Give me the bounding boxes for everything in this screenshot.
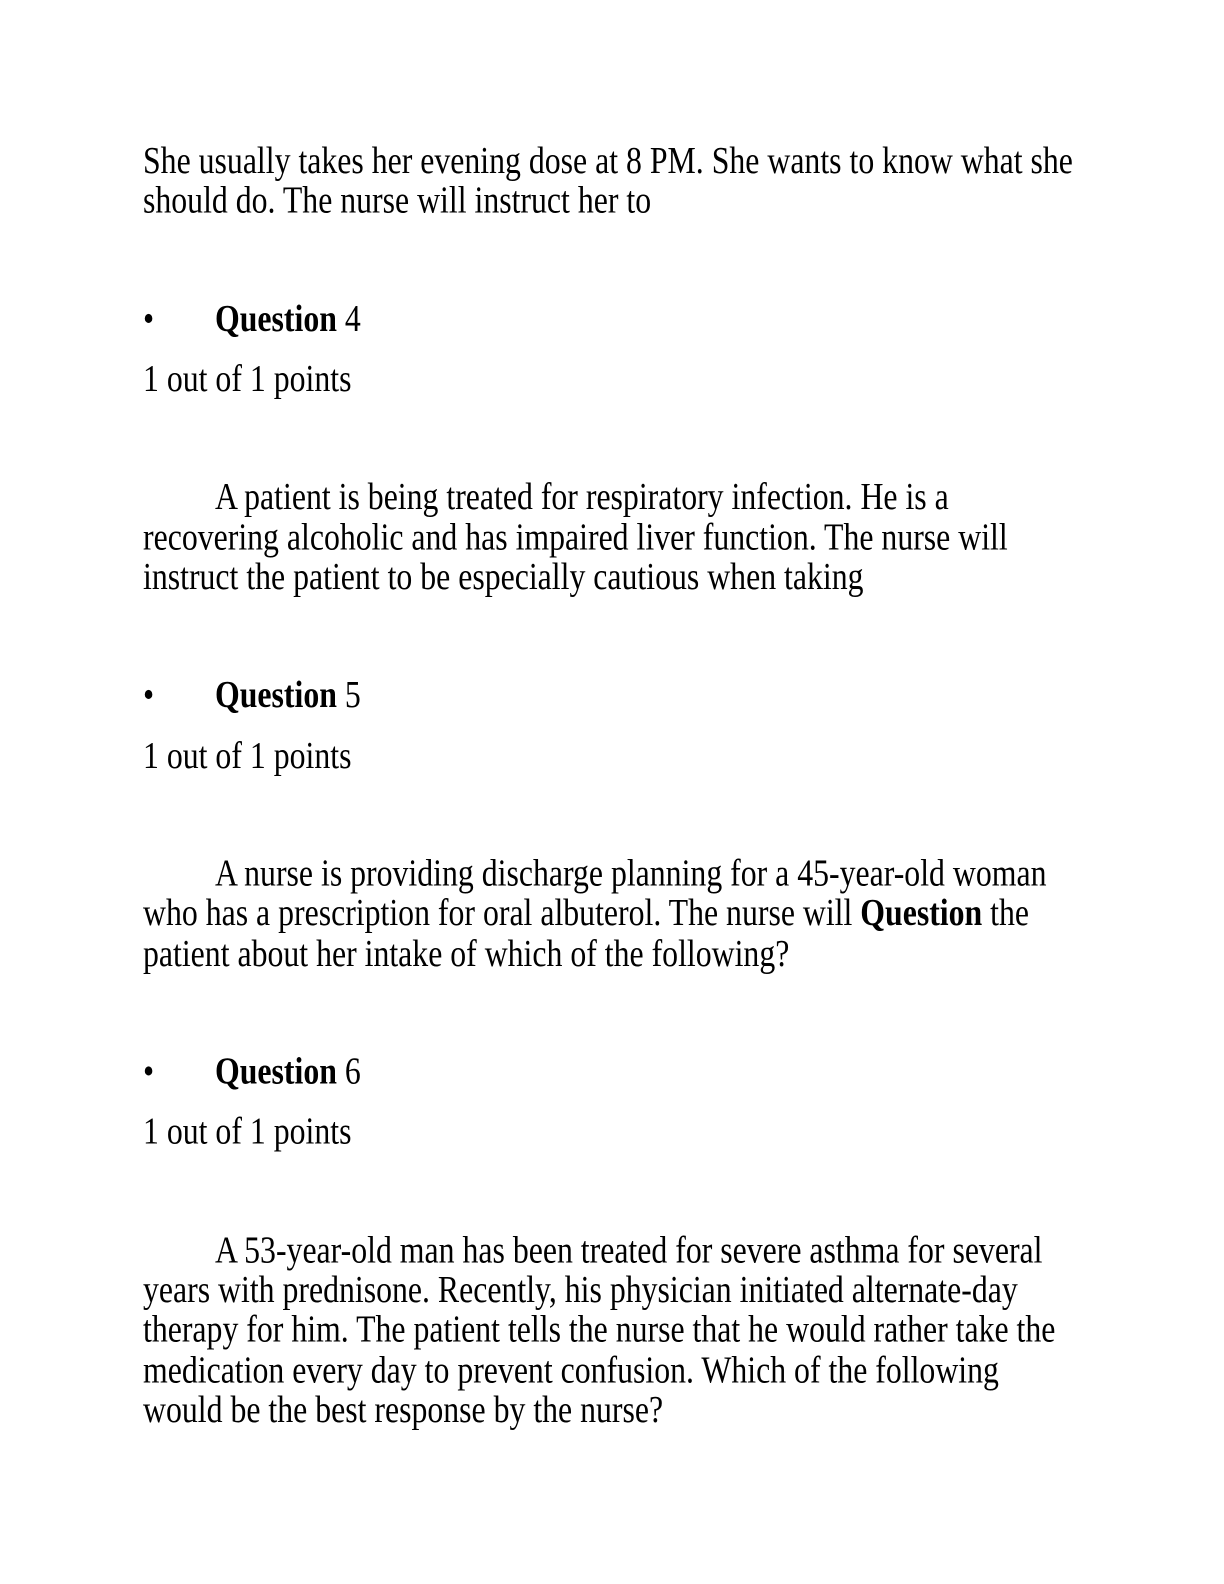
question-6-header xyxy=(143,1051,1077,1091)
question-5-body-text-2: the patient about her intake of which of the following? xyxy=(143,891,1030,974)
bullet-icon: • xyxy=(143,1049,155,1092)
question-6-label: Question xyxy=(215,1049,337,1092)
question-4-header xyxy=(143,298,1077,338)
question-5-label: Question xyxy=(215,673,337,716)
question-6-number: 6 xyxy=(344,1049,361,1092)
question-4-points: 1 out of 1 points xyxy=(143,357,352,400)
question-4-label: Question xyxy=(215,297,337,340)
question-5-header xyxy=(143,675,1077,715)
question-4-body xyxy=(143,477,1077,597)
question-6-body xyxy=(143,1230,1077,1430)
question-5-body-text-1: A nurse is providing discharge planning for a 45-year-old woman who has a prescription for oral albuterol. The nurse will xyxy=(143,851,1047,934)
question-6-points: 1 out of 1 points xyxy=(143,1110,352,1153)
document-content xyxy=(143,0,1077,1429)
question-6-body-text: A 53-year-old man has been treated for severe asthma for several years with prednisone. Recently, his physician initiated alternate-day therapy for him. The patient tells the nurse that he would rather take the medication every day to prevent confusion. Which of the following would be the best response by the nurse? xyxy=(143,1228,1056,1431)
question-5-number: 5 xyxy=(344,673,361,716)
question-4-body-text: A patient is being treated for respiratory infection. He is a recovering alcoholic and has impaired liver function. The nurse will instruct the patient to be especially cautious when taking xyxy=(143,475,1008,598)
question-5-body-bold-word: Question xyxy=(860,891,983,934)
bullet-icon: • xyxy=(143,297,155,340)
bullet-icon: • xyxy=(143,673,155,716)
question-4-number: 4 xyxy=(344,297,361,340)
question-5-points: 1 out of 1 points xyxy=(143,733,352,776)
intro-paragraph: She usually takes her evening dose at 8 PM. She wants to know what she should do. The nurse will instruct her to xyxy=(143,139,1073,222)
question-5-body xyxy=(143,853,1077,973)
